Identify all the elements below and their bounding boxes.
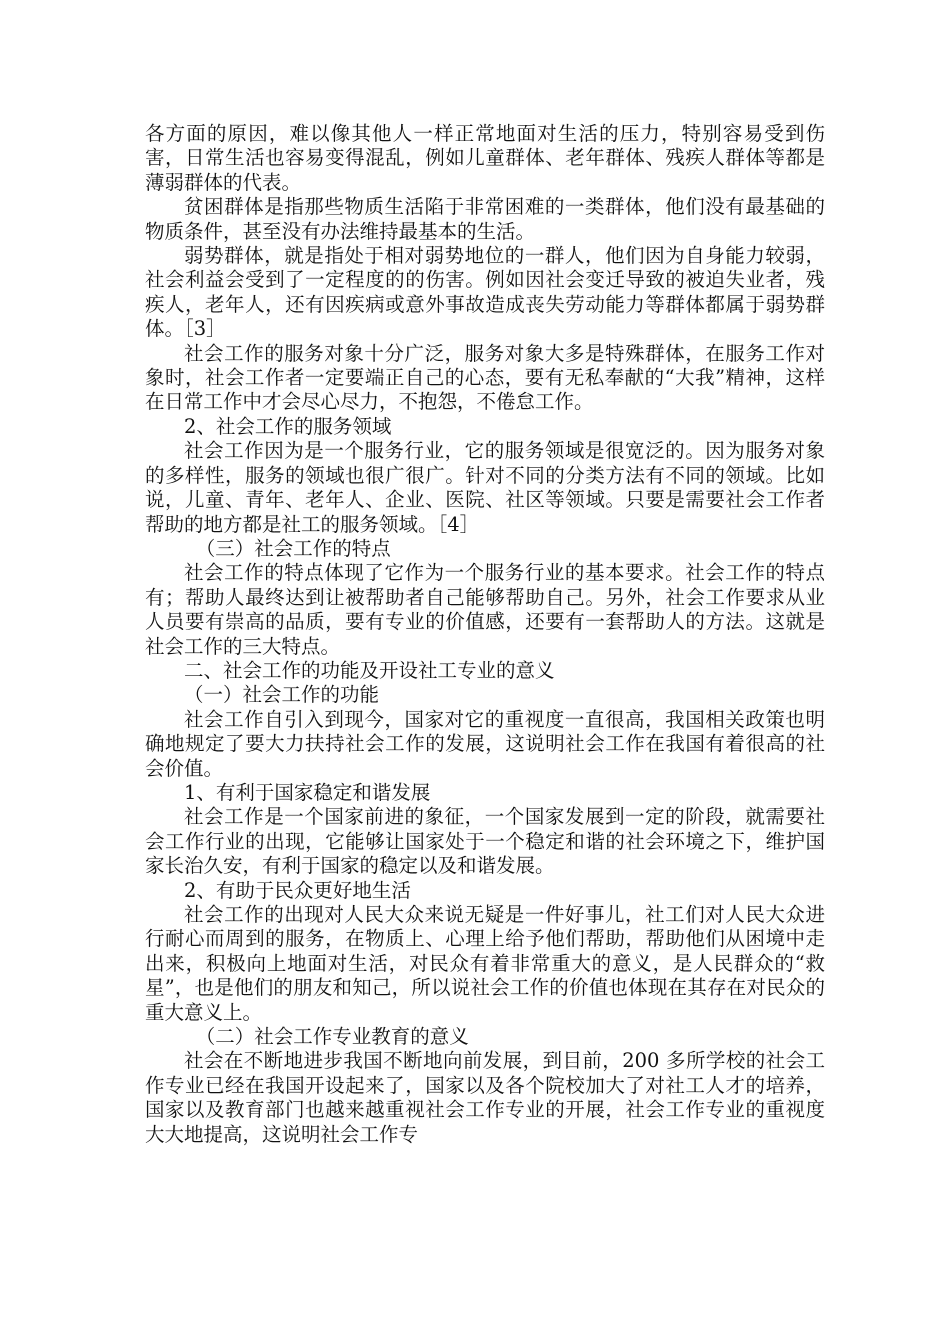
- paragraph-service-objects: 社会工作的服务对象十分广泛，服务对象大多是特殊群体，在服务工作对象时，社会工作者一定要端正自己的心态，要有无私奉献的“大我”精神，这样在日常工作中才会尽心尽力，不抱怨，不倦怠工作。: [145, 341, 825, 414]
- paragraph-national-stability: 社会工作是一个国家前进的象征，一个国家发展到一定的阶段，就需要社会工作行业的出现，它能够让国家处于一个稳定和谐的社会环境之下，维护国家长治久安，有利于国家的稳定以及和谐发展。: [145, 805, 825, 878]
- paragraph-characteristics: 社会工作的特点体现了它作为一个服务行业的基本要求。社会工作的特点有；帮助人最终达到让被帮助者自己能够帮助自己。另外，社会工作要求从业人员要有崇高的品质，要有专业的价值感，还要有一套帮助人的方法。这就是社会工作的三大特点。: [145, 561, 825, 658]
- heading-functions: （一）社会工作的功能: [184, 683, 380, 707]
- paragraph-poor-groups: 贫困群体是指那些物质生活陷于非常困难的一类群体，他们没有最基础的物质条件，甚至没有办法维持最基本的生活。: [145, 195, 825, 243]
- document-body: [145, 122, 825, 1147]
- heading-better-life: 2、有助于民众更好地生活: [184, 878, 411, 902]
- heading-education-significance: （二）社会工作专业教育的意义: [195, 1025, 469, 1049]
- heading-section-two: 二、社会工作的功能及开设社工专业的意义: [184, 658, 555, 682]
- paragraph-disadvantaged-groups: 弱势群体，就是指处于相对弱势地位的一群人，他们因为自身能力较弱，社会利益会受到了一定程度的的伤害。例如因社会变迁导致的被迫失业者，残疾人，老年人，还有因疾病或意外事故造成丧失劳动能力等群体都属于弱势群体。［3］: [145, 244, 825, 341]
- heading-service-fields: 2、社会工作的服务领域: [184, 414, 392, 438]
- paragraph-better-life: 社会工作的出现对人民大众来说无疑是一件好事儿，社工们对人民大众进行耐心而周到的服务，在物质上、心理上给予他们帮助，帮助他们从困境中走出来，积极向上地面对生活，对民众有着非常重大的意义，是人民群众的“救星”，也是他们的朋友和知己，所以说社会工作的价值也体现在其存在对民众的重大意义上。: [145, 903, 825, 1024]
- heading-national-stability: 1、有利于国家稳定和谐发展: [184, 780, 431, 804]
- paragraph-education-significance: 社会在不断地进步我国不断地向前发展，到目前，200 多所学校的社会工作专业已经在我国开设起来了，国家以及各个院校加大了对社工人才的培养，国家以及教育部门也越来越重视社会工作专业的开展，社会工作专业的重视度大大地提高，这说明社会工作专: [145, 1049, 825, 1146]
- heading-characteristics: （三）社会工作的特点: [195, 536, 391, 560]
- paragraph-vulnerable-groups-continued: 各方面的原因，难以像其他人一样正常地面对生活的压力，特别容易受到伤害，日常生活也容易变得混乱，例如儿童群体、老年群体、残疾人群体等都是薄弱群体的代表。: [145, 122, 825, 194]
- paragraph-service-fields: 社会工作因为是一个服务行业，它的服务领域是很宽泛的。因为服务对象的多样性，服务的领域也很广很广。针对不同的分类方法有不同的领域。比如说，儿童、青年、老年人、企业、医院、社区等领域。只要是需要社会工作者帮助的地方都是社工的服务领域。［4］: [145, 439, 825, 536]
- paragraph-functions: 社会工作自引入到现今，国家对它的重视度一直很高，我国相关政策也明确地规定了要大力扶持社会工作的发展，这说明社会工作在我国有着很高的社会价值。: [145, 707, 825, 780]
